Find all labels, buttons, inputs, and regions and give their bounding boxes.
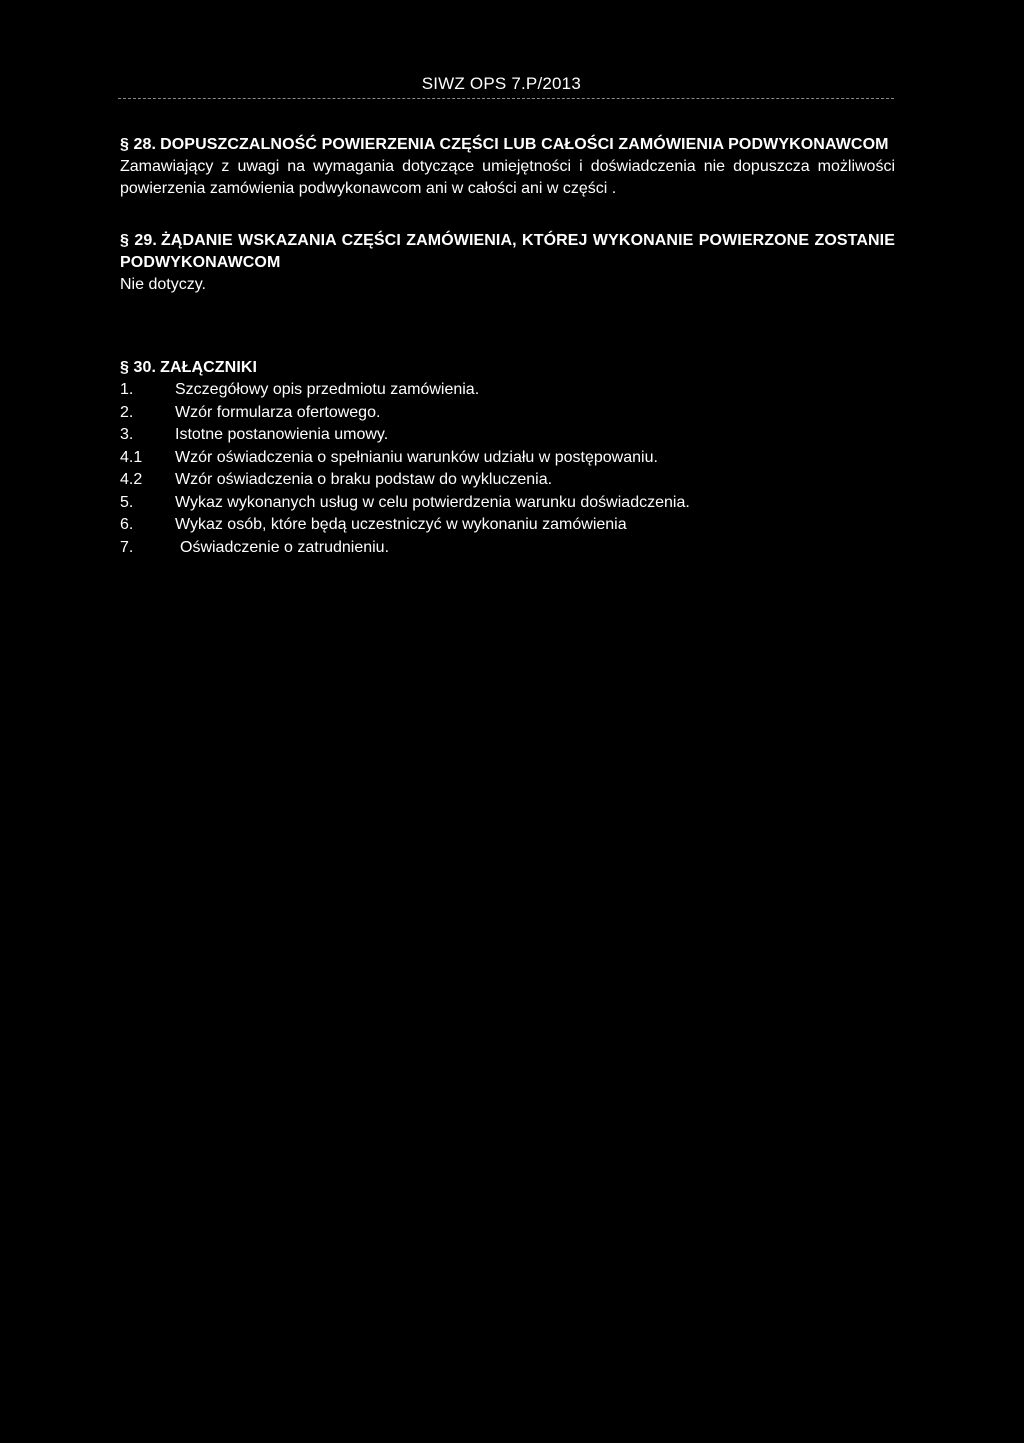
list-item [120,424,895,447]
section-30-heading [120,357,895,379]
section-28-title: DOPUSZCZALNOŚĆ POWIERZENIA CZĘŚCI LUB CAŁOŚCI ZAMÓWIENIA PODWYKONAWCOM [160,136,889,153]
list-item [120,379,895,402]
list-item-number: 1. [120,381,134,398]
list-item-text: Wykaz wykonanych usług w celu potwierdzenia warunku doświadczenia. [175,493,690,511]
document-code: SIWZ OPS 7.P/2013 [421,74,581,93]
section-28-body: Zamawiający z uwagi na wymagania dotyczące umiejętności i doświadczenia nie dopuszcza możliwości powierzenia zamówienia podwykonawcom ani w całości ani w części . [120,158,895,197]
list-item [120,514,895,537]
section-30-title: ZAŁĄCZNIKI [160,359,258,376]
section-29-heading [120,230,895,274]
list-item-number: 5. [120,493,134,511]
list-item-text: Wzór formularza ofertowego. [175,403,381,421]
list-item-number: 4.1 [120,448,143,466]
header-divider [118,98,894,99]
list-item-text: Istotne postanowienia umowy. [175,426,389,443]
list-item [120,447,895,470]
list-item [120,469,895,492]
section-29-title: ŻĄDANIE WSKAZANIA CZĘŚCI ZAMÓWIENIA, KTÓREJ WYKONANIE POWIERZONE ZOSTANIE PODWYKONAWCOM [120,232,895,271]
list-item [120,537,895,560]
section-28-heading [120,134,895,156]
section-29-number: § 29. [120,232,157,249]
list-item [120,492,895,515]
section-28-number: § 28. [120,136,157,153]
list-item-number: 7. [120,538,134,556]
list-item-number: 6. [120,516,134,533]
list-item-text: Wzór oświadczenia o spełnianiu warunków udziału w postępowaniu. [175,448,658,466]
list-item [120,402,895,425]
list-item-text: Szczegółowy opis przedmiotu zamówienia. [175,381,480,398]
section-28 [120,134,895,200]
page-header [0,74,1024,96]
list-item-number: 2. [120,403,134,421]
document-body [120,134,895,559]
list-item-text: Oświadczenie o zatrudnieniu. [180,538,390,556]
list-item-text: Wykaz osób, które będą uczestniczyć w wykonaniu zamówienia [175,516,627,533]
list-item-number: 4.2 [120,471,143,488]
list-item-text: Wzór oświadczenia o braku podstaw do wykluczenia. [175,471,553,488]
attachments-list [120,379,895,559]
section-30 [120,357,895,559]
section-29 [120,230,895,296]
list-item-number: 3. [120,426,134,443]
section-29-body: Nie dotyczy. [120,276,206,293]
section-30-number: § 30. [120,359,157,376]
